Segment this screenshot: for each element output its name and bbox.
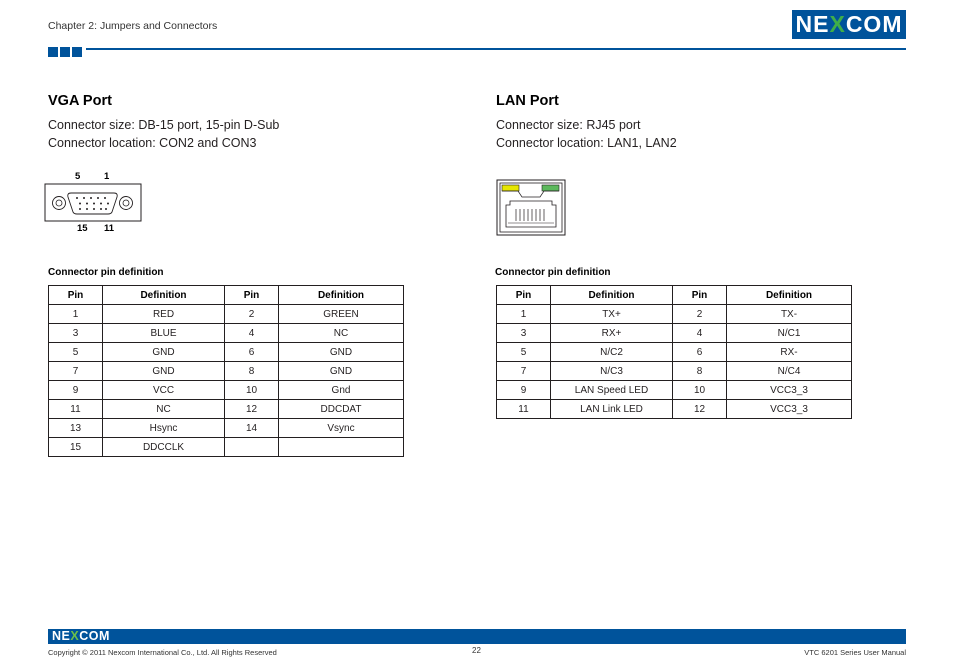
pin-cell: 8 <box>673 362 727 381</box>
vga-table-header-row <box>49 286 404 305</box>
pin-cell: 1 <box>497 305 551 324</box>
footer-nexcom-logo <box>52 629 110 644</box>
pin-cell: 15 <box>49 438 103 457</box>
vga-col-definition: Definition <box>103 286 225 305</box>
definition-cell: GND <box>103 343 225 362</box>
footer-bar <box>48 629 906 644</box>
lan-col-definition: Definition <box>551 286 673 305</box>
vga-connector-location: Connector location: CON2 and CON3 <box>48 136 257 150</box>
definition-cell: N/C1 <box>727 324 852 343</box>
lan-table-header-row <box>497 286 852 305</box>
pin-cell: 5 <box>49 343 103 362</box>
pin-cell: 8 <box>225 362 279 381</box>
header-square-2 <box>60 47 70 57</box>
pin-cell: 9 <box>49 381 103 400</box>
pin-cell: 14 <box>225 419 279 438</box>
definition-cell: Gnd <box>279 381 404 400</box>
table-row <box>497 324 852 343</box>
table-row <box>49 305 404 324</box>
definition-cell: GND <box>279 343 404 362</box>
definition-cell: TX+ <box>551 305 673 324</box>
pin-cell: 3 <box>49 324 103 343</box>
definition-cell: N/C3 <box>551 362 673 381</box>
definition-cell: GREEN <box>279 305 404 324</box>
vga-table-caption: Connector pin definition <box>48 267 164 278</box>
pin-cell: 5 <box>497 343 551 362</box>
definition-cell <box>279 438 404 457</box>
rj45-connector-diagram <box>496 179 566 236</box>
vga-col-pin: Pin <box>49 286 103 305</box>
chapter-heading: Chapter 2: Jumpers and Connectors <box>48 20 218 32</box>
lan-connector-location: Connector location: LAN1, LAN2 <box>496 136 677 150</box>
pin-cell: 4 <box>673 324 727 343</box>
footer-logo-left: NE <box>52 629 71 643</box>
pin-cell <box>225 438 279 457</box>
logo-text-x: X <box>829 11 846 37</box>
definition-cell: Hsync <box>103 419 225 438</box>
definition-cell: VCC <box>103 381 225 400</box>
lan-col-pin: Pin <box>497 286 551 305</box>
footer-logo-right: COM <box>79 629 110 643</box>
pin-cell: 2 <box>225 305 279 324</box>
vga-col-definition: Definition <box>279 286 404 305</box>
pin-cell: 10 <box>225 381 279 400</box>
table-row <box>49 419 404 438</box>
definition-cell: RED <box>103 305 225 324</box>
header-square-1 <box>48 47 58 57</box>
definition-cell: GND <box>279 362 404 381</box>
definition-cell: N/C4 <box>727 362 852 381</box>
definition-cell: DDCDAT <box>279 400 404 419</box>
table-row <box>497 400 852 419</box>
table-row <box>49 362 404 381</box>
pin-cell: 12 <box>673 400 727 419</box>
vga-col-pin: Pin <box>225 286 279 305</box>
table-row <box>49 381 404 400</box>
table-row <box>497 381 852 400</box>
vga-connector-diagram <box>44 183 142 223</box>
lan-col-pin: Pin <box>673 286 727 305</box>
vga-pin-table <box>48 285 404 457</box>
pin-cell: 7 <box>497 362 551 381</box>
lan-pin-table <box>496 285 852 419</box>
logo-text-left: NE <box>795 11 830 37</box>
definition-cell: TX- <box>727 305 852 324</box>
pin-cell: 11 <box>49 400 103 419</box>
pin-cell: 9 <box>497 381 551 400</box>
nexcom-logo <box>792 10 906 39</box>
definition-cell: NC <box>103 400 225 419</box>
vga-pin-label-1: 1 <box>104 171 110 182</box>
definition-cell: VCC3_3 <box>727 400 852 419</box>
definition-cell: DDCCLK <box>103 438 225 457</box>
logo-text-right: COM <box>845 11 903 37</box>
vga-section-title: VGA Port <box>48 93 112 109</box>
definition-cell: RX+ <box>551 324 673 343</box>
table-row <box>497 362 852 381</box>
footer-copyright: Copyright © 2011 Nexcom International Co., Ltd. All Rights Reserved <box>48 648 277 657</box>
table-row <box>49 438 404 457</box>
pin-cell: 11 <box>497 400 551 419</box>
manual-title: VTC 6201 Series User Manual <box>804 648 906 657</box>
pin-cell: 2 <box>673 305 727 324</box>
header-square-3 <box>72 47 82 57</box>
page-number: 22 <box>472 646 481 655</box>
pin-cell: 12 <box>225 400 279 419</box>
definition-cell: N/C2 <box>551 343 673 362</box>
pin-cell: 13 <box>49 419 103 438</box>
definition-cell: GND <box>103 362 225 381</box>
table-row <box>49 400 404 419</box>
pin-cell: 6 <box>673 343 727 362</box>
speed-led-icon <box>502 185 519 191</box>
definition-cell: RX- <box>727 343 852 362</box>
lan-connector-size: Connector size: RJ45 port <box>496 118 641 132</box>
table-row <box>49 324 404 343</box>
definition-cell: LAN Speed LED <box>551 381 673 400</box>
logo-wordmark <box>796 13 903 36</box>
definition-cell: BLUE <box>103 324 225 343</box>
footer-logo-x: X <box>70 629 80 643</box>
definition-cell: NC <box>279 324 404 343</box>
vga-pin-label-5: 5 <box>75 171 81 182</box>
pin-cell: 6 <box>225 343 279 362</box>
definition-cell: Vsync <box>279 419 404 438</box>
pin-cell: 3 <box>497 324 551 343</box>
lan-table-caption: Connector pin definition <box>495 267 611 278</box>
table-row <box>497 343 852 362</box>
table-row <box>497 305 852 324</box>
pin-cell: 1 <box>49 305 103 324</box>
link-led-icon <box>542 185 559 191</box>
table-row <box>49 343 404 362</box>
definition-cell: VCC3_3 <box>727 381 852 400</box>
pin-cell: 7 <box>49 362 103 381</box>
pin-cell: 4 <box>225 324 279 343</box>
header-rule <box>86 48 906 50</box>
lan-col-definition: Definition <box>727 286 852 305</box>
vga-pin-label-15: 15 <box>77 223 88 234</box>
pin-cell: 10 <box>673 381 727 400</box>
vga-pin-label-11: 11 <box>104 223 115 234</box>
lan-section-title: LAN Port <box>496 93 559 109</box>
vga-connector-size: Connector size: DB-15 port, 15-pin D-Sub <box>48 118 280 132</box>
definition-cell: LAN Link LED <box>551 400 673 419</box>
